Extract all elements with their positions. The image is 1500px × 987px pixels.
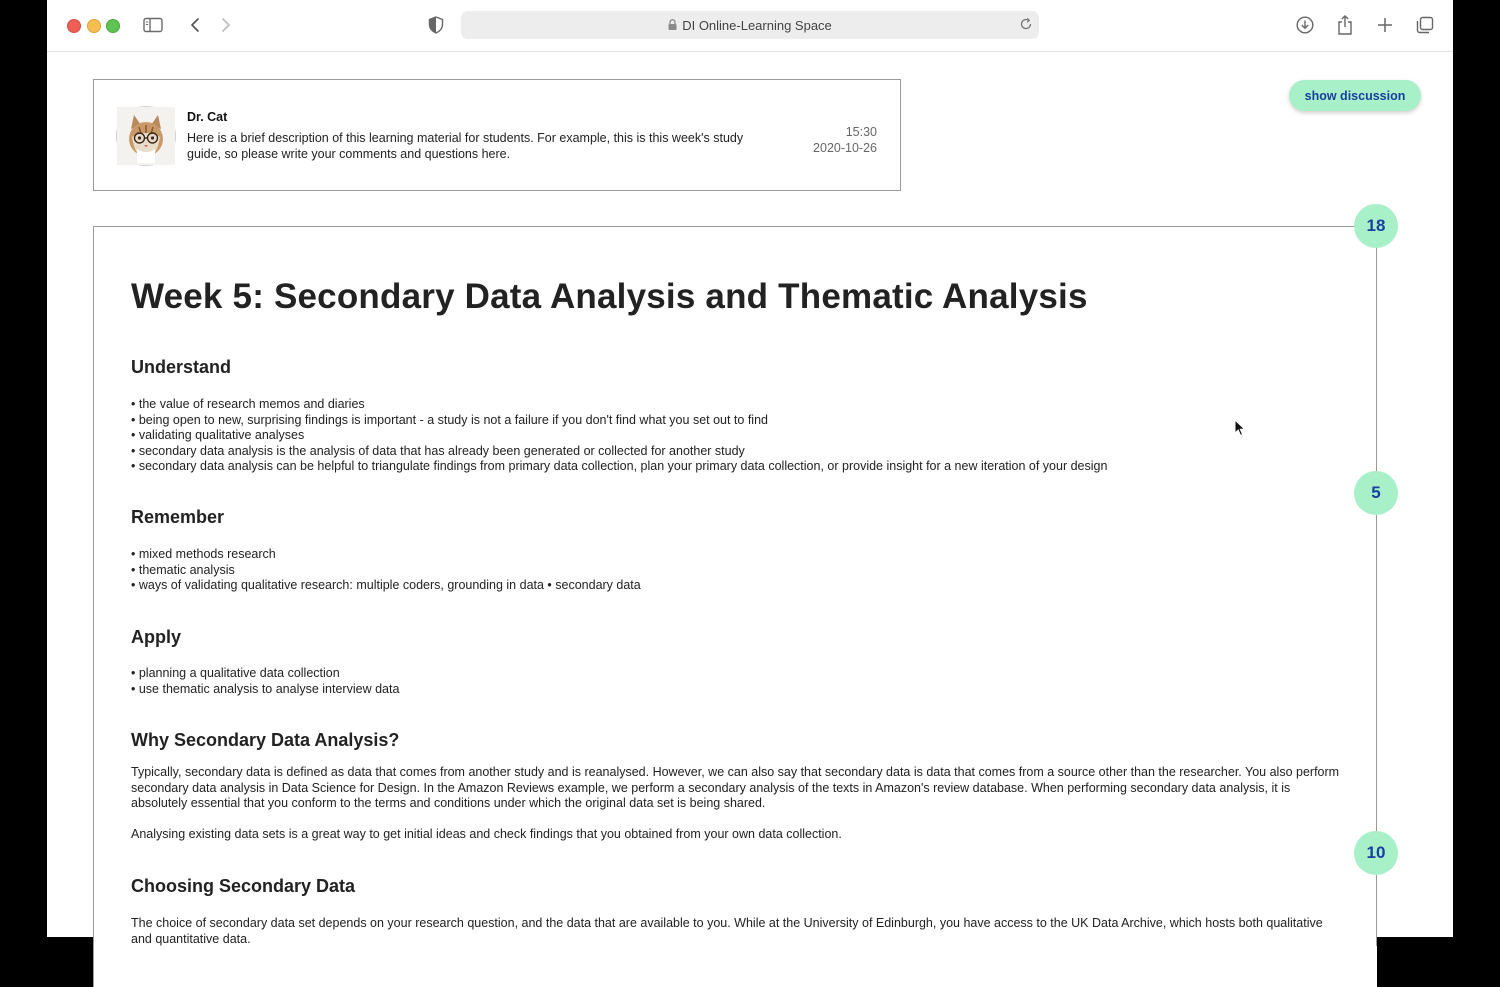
privacy-shield-icon[interactable] xyxy=(425,14,447,36)
list-item: • mixed methods research xyxy=(131,547,276,561)
list-item: • secondary data analysis is the analysis of data that has already been generated or collected for another study xyxy=(131,443,745,458)
apply-list xyxy=(131,666,399,697)
understand-list xyxy=(131,397,1107,475)
list-item: • validating qualitative analyses xyxy=(131,428,305,443)
share-icon[interactable] xyxy=(1334,14,1356,36)
post-time: 15:30 xyxy=(845,125,877,139)
mouse-pointer-icon xyxy=(1234,419,1246,442)
minimize-window-button[interactable] xyxy=(87,19,101,33)
list-item: • planning a qualitative data collection xyxy=(131,666,340,680)
why-secondary-heading: Why Secondary Data Analysis? xyxy=(131,730,400,750)
list-item: • the value of research memos and diaries xyxy=(131,397,365,411)
zoom-window-button[interactable] xyxy=(106,19,120,33)
new-tab-icon[interactable] xyxy=(1374,14,1396,36)
downloads-icon[interactable] xyxy=(1294,14,1316,36)
browser-window xyxy=(47,0,1453,946)
learning-material-content xyxy=(93,226,1377,987)
lock-icon xyxy=(668,18,677,33)
reload-icon[interactable] xyxy=(1019,17,1033,34)
list-item: • ways of validating qualitative research: multiple coders, grounding in data • secondary data xyxy=(131,578,641,593)
list-item: • thematic analysis xyxy=(131,562,235,577)
choosing-secondary-heading: Choosing Secondary Data xyxy=(131,876,356,896)
avatar xyxy=(116,106,176,166)
post-date: 2020-10-26 xyxy=(813,141,877,155)
sidebar-toggle-icon[interactable] xyxy=(142,14,164,36)
page-title: Week 5: Secondary Data Analysis and Thematic Analysis xyxy=(131,277,1088,316)
forward-icon[interactable] xyxy=(215,14,237,36)
choosing-secondary-paragraph: The choice of secondary data set depends on your research question, and the data that are available to you. While at the University of Edinburgh, you have access to the UK Data Archive, which hosts both qualitative and quantitative data. xyxy=(131,916,1323,946)
address-bar[interactable] xyxy=(461,11,1039,39)
back-icon[interactable] xyxy=(184,14,206,36)
apply-heading: Apply xyxy=(131,627,182,647)
close-window-button[interactable] xyxy=(67,19,81,33)
list-item: • being open to new, surprising findings is important - a study is not a failure if you don't find what you set out to find xyxy=(131,412,768,427)
discussion-post-card xyxy=(93,79,901,191)
understand-heading: Understand xyxy=(131,357,232,377)
remember-list xyxy=(131,547,641,594)
remember-heading: Remember xyxy=(131,507,225,527)
why-secondary-paragraph-2: Analysing existing data sets is a great way to get initial ideas and check findings that you obtained from your own data collection. xyxy=(131,827,842,841)
comment-count-bubble[interactable]: 10 xyxy=(1354,831,1398,875)
post-author: Dr. Cat xyxy=(187,110,228,124)
show-discussion-button[interactable]: show discussion xyxy=(1289,80,1421,111)
list-item: • secondary data analysis can be helpful to triangulate findings from primary data collection, plan your primary data collection, or provide insight for a new iteration of your design xyxy=(131,459,1108,474)
why-secondary-paragraph: Typically, secondary data is defined as data that comes from another study and is reanalysed. However, we can also say that secondary data is data that comes from a source other than the researcher. You also perform secondary data analysis in Data Science for Design. In the Amazon Reviews example, we perform a secondary analysis of the texts in Amazon's review database. When performing secondary data analysis, it is absolutely essential that you conform to the terms and conditions under which the original data set is being shared. xyxy=(131,765,1340,811)
tab-overview-icon[interactable] xyxy=(1414,14,1436,36)
post-description: Here is a brief description of this learning material for students. For example, this is this week's study guide, so please write your comments and questions here. xyxy=(187,131,744,161)
comment-count-bubble[interactable]: 18 xyxy=(1354,204,1398,248)
address-text: DI Online-Learning Space xyxy=(682,17,832,33)
list-item: • use thematic analysis to analyse interview data xyxy=(131,681,400,696)
browser-toolbar xyxy=(47,0,1453,52)
comment-count-bubble[interactable]: 5 xyxy=(1354,471,1398,515)
post-timestamp xyxy=(813,124,877,156)
